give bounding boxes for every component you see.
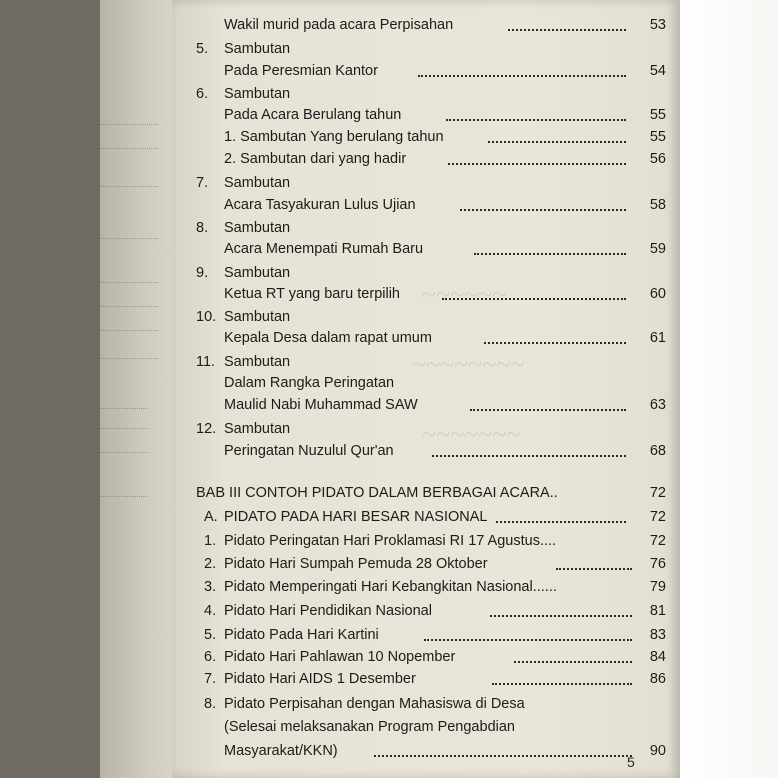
photo-background-right (680, 0, 778, 778)
left-page-dotted-line (100, 358, 158, 359)
toc-page-number: 63 (649, 397, 666, 413)
toc-dot-leader (448, 163, 626, 165)
toc-entry-title: Pidato Pada Hari Kartini (224, 627, 379, 643)
toc-entry-title: Acara Menempati Rumah Baru (224, 241, 424, 257)
toc-entry-title: 1. Sambutan Yang berulang tahun (224, 129, 444, 145)
toc-dot-leader (488, 141, 626, 143)
toc-page-number: 84 (649, 649, 666, 665)
toc-entry-title: Pidato Hari Pendidikan Nasional (224, 603, 432, 619)
toc-entry-title: Sambutan (224, 265, 291, 281)
toc-entry-title: Sambutan (224, 175, 291, 191)
toc-entry-title: Pidato Hari Sumpah Pemuda 28 Oktober (224, 556, 488, 572)
toc-entry (196, 262, 666, 284)
toc-entry (196, 351, 666, 373)
left-page-dotted-line (100, 238, 158, 239)
toc-entry-number: 3. (204, 579, 217, 595)
toc-page (172, 0, 680, 778)
left-page-dotted-line (100, 282, 158, 283)
toc-entry-number: 6. (196, 86, 209, 102)
toc-page-number: 60 (649, 286, 666, 302)
toc-entry-number: 7. (196, 175, 209, 191)
left-page-dotted-line (100, 124, 158, 125)
left-page-dotted-line (100, 306, 158, 307)
toc-entry (196, 194, 666, 216)
left-page-dotted-line (100, 408, 148, 409)
toc-entry-title: Kepala Desa dalam rapat umum (224, 330, 432, 346)
toc-dot-leader (442, 298, 626, 300)
toc-entry-title: Peringatan Nuzulul Qur'an (224, 443, 394, 459)
toc-entry (196, 172, 666, 194)
left-page-dotted-line (100, 186, 158, 187)
toc-entry-title: Pidato Memperingati Hari Kebangkitan Nasional...... (224, 579, 557, 595)
toc-dot-leader (446, 119, 626, 121)
toc-page-number: 72 (649, 509, 666, 525)
toc-entry (196, 668, 666, 690)
toc-entry-number: 6. (204, 649, 217, 665)
toc-entry-number: 5. (204, 627, 217, 643)
toc-entry-title: Maulid Nabi Muhammad SAW (224, 397, 418, 413)
toc-entry-number: 4. (204, 603, 217, 619)
toc-dot-leader (508, 29, 626, 31)
toc-entry-number: 11. (196, 354, 216, 370)
toc-entry (196, 418, 666, 440)
toc-entry-number: 1. (204, 533, 217, 549)
toc-entry-title: Sambutan (224, 86, 291, 102)
toc-entry-number: 5. (196, 41, 209, 57)
toc-entry-title: Pidato Hari AIDS 1 Desember (224, 671, 416, 687)
toc-entry-number: 12. (196, 421, 217, 437)
toc-page-number: 61 (649, 330, 666, 346)
toc-entry-title: Pada Peresmian Kantor (224, 63, 378, 79)
toc-page-number: 55 (649, 107, 666, 123)
toc-page-number: 81 (649, 603, 666, 619)
toc-dot-leader (432, 455, 626, 457)
toc-entry (196, 530, 666, 552)
toc-page-number: 55 (649, 129, 666, 145)
previous-page-edge (100, 0, 176, 778)
toc-entry (196, 394, 666, 416)
toc-entry (196, 600, 666, 622)
toc-page-number: 72 (649, 533, 666, 549)
toc-entry (196, 217, 666, 239)
toc-entry (196, 506, 666, 528)
toc-entry (196, 482, 666, 504)
toc-dot-leader (556, 568, 632, 570)
toc-page-number: 86 (649, 671, 666, 687)
left-page-dotted-line (100, 148, 158, 149)
toc-entry-title: Sambutan (224, 220, 291, 236)
toc-dot-leader (424, 639, 632, 641)
toc-entry-title: Pidato Hari Pahlawan 10 Nopember (224, 649, 456, 665)
toc-page-number: 53 (649, 17, 666, 33)
toc-page-number: 76 (649, 556, 666, 572)
toc-page-number: 58 (649, 197, 666, 213)
toc-entry (196, 148, 666, 170)
toc-entry-title: Dalam Rangka Peringatan (224, 375, 395, 391)
toc-entry (196, 126, 666, 148)
toc-entry (196, 624, 666, 646)
toc-dot-leader (490, 615, 632, 617)
toc-entry-number: 10. (196, 309, 217, 325)
toc-dot-leader (492, 683, 632, 685)
toc-page-number: 83 (649, 627, 666, 643)
toc-entry-number: 7. (204, 671, 217, 687)
toc-entry-title: Sambutan (224, 41, 291, 57)
toc-dot-leader (470, 409, 626, 411)
toc-entry (196, 283, 666, 305)
toc-dot-leader (514, 661, 632, 663)
toc-entry-title: Acara Tasyakuran Lulus Ujian (224, 197, 416, 213)
toc-page-number: 90 (649, 743, 666, 759)
bleed-through-text: ~~~~~~~~ (412, 350, 525, 379)
toc-entry (196, 327, 666, 349)
toc-entry (196, 83, 666, 105)
toc-entry (196, 553, 666, 575)
toc-dot-leader (496, 521, 626, 523)
toc-entry (196, 440, 666, 462)
left-page-dotted-line (100, 452, 148, 453)
toc-entry (196, 238, 666, 260)
toc-page-number: 56 (649, 151, 666, 167)
toc-entry-number: A. (204, 509, 218, 525)
left-page-dotted-line (100, 496, 148, 497)
toc-entry-title: Pada Acara Berulang tahun (224, 107, 402, 123)
toc-entry-number: 8. (196, 220, 209, 236)
toc-entry (196, 60, 666, 82)
toc-entry-title: Pidato Peringatan Hari Proklamasi RI 17 Agustus.... (224, 533, 557, 549)
toc-entry (196, 576, 666, 598)
toc-entry (196, 646, 666, 668)
toc-entry-title: Wakil murid pada acara Perpisahan (224, 17, 454, 33)
toc-entry (196, 740, 666, 762)
toc-entry (196, 372, 666, 394)
toc-entry-title: Ketua RT yang baru terpilih (224, 286, 400, 302)
toc-dot-leader (474, 253, 626, 255)
toc-page-number: 79 (649, 579, 666, 595)
left-page-dotted-line (100, 330, 158, 331)
toc-entry-title: PIDATO PADA HARI BESAR NASIONAL (224, 509, 488, 525)
toc-entry (196, 716, 666, 738)
toc-entry-title: Pidato Perpisahan dengan Mahasiswa di Desa (224, 696, 525, 712)
toc-dot-leader (484, 342, 626, 344)
toc-entry-title: Sambutan (224, 309, 291, 325)
toc-page-number: 72 (649, 485, 666, 501)
toc-entry-title: BAB III CONTOH PIDATO DALAM BERBAGAI ACARA.. (196, 485, 558, 501)
toc-entry-title: Sambutan (224, 354, 291, 370)
page-number: 5 (627, 754, 635, 770)
toc-entry (196, 693, 666, 715)
toc-entry-title: Sambutan (224, 421, 291, 437)
bleed-through-text: ~~~~~~ (422, 280, 507, 309)
toc-entry-title: (Selesai melaksanakan Program Pengabdian (224, 719, 515, 735)
toc-entry (196, 38, 666, 60)
toc-entry (196, 14, 666, 36)
toc-entry-number: 8. (204, 696, 217, 712)
toc-entry (196, 104, 666, 126)
toc-page-number: 54 (649, 63, 666, 79)
toc-entry-number: 9. (196, 265, 209, 281)
bleed-through-text: ~~~~~~~ (422, 420, 521, 449)
toc-entry-title: Masyarakat/KKN) (224, 743, 338, 759)
left-page-dotted-line (100, 428, 148, 429)
toc-dot-leader (418, 75, 626, 77)
toc-page-number: 68 (649, 443, 666, 459)
toc-dot-leader (374, 755, 632, 757)
toc-dot-leader (460, 209, 626, 211)
toc-entry-number: 2. (204, 556, 217, 572)
toc-entry-title: 2. Sambutan dari yang hadir (224, 151, 407, 167)
toc-page-number: 59 (649, 241, 666, 257)
toc-entry (196, 306, 666, 328)
